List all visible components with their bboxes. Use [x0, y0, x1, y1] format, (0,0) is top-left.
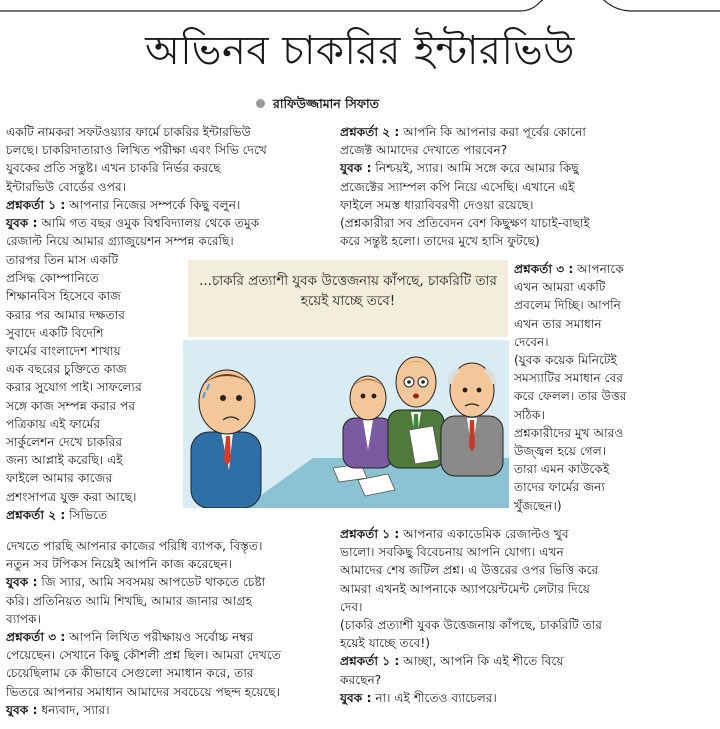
- top-decoration: [0, 0, 720, 22]
- q5-line: প্রশ্নকর্তা ৩ : আপনাকে: [514, 262, 624, 276]
- dialogue-right-narrow: প্রশ্নকর্তা ৩ : আপনাকে এখন আমরা একটি প্রবলেম দিচ্ছি। আপনি এখন তার সমাধান দেবেন। (যুবক কয়েক মিনিটেই সমস্যাটির সমাধান বের করে ফেলল। তার উত্তর সঠিক। প্রশ্নকারীদের মুখ আরও উজ্জ্বল হয়ে গেল। তারা এমন কাউকেই তাদের ফার্মের জন্য খুঁজছেন।): [514, 260, 714, 515]
- a7-line: যুবক : না। এই শীতেও ব্যাচেলর।: [340, 690, 497, 705]
- q3-line: প্রশ্নকর্তা ৩ : আপনি লিখিত পরীক্ষায়ও সর্বোচ্চ নম্বর: [6, 630, 254, 645]
- dialogue-lower-right: প্রশ্নকর্তা ১ : আপনার একাডেমিক রেজাল্টও খুব ভালো। সবকিছু বিবেচনায় আপনি যোগ্য। এখন আমাদের শেষ জটিল প্রশ্ন। এ উত্তরের ওপর ভিত্তি করে আমরা এখনই আপনাকে অ্যাপয়েন্টমেন্ট লেটার দিয়ে দেব। (চাকরি প্রত্যাশী যুবক উত্তেজনায় কাঁপছে, চাকরিটি তার হয়েই যাচ্ছে তবে!) প্রশ্নকর্তা ১ : আচ্ছা, আপনি কি এই শীতে বিয়ে করছেন? যুবক : না। এই শীতেও ব্যাচেলর।: [340, 525, 712, 707]
- pull-quote-box: [188, 260, 508, 337]
- dialogue-upper-right: প্রশ্নকর্তা ২ : আপনি কি আপনার করা পূর্বের কোনো প্রজেক্ট আমাদের দেখাতে পারবেন? যুবক : নিশ্চয়ই, স্যার। আমি সঙ্গে করে আমার কিছু প্রজেক্টের স্যাম্পল কপি নিয়ে এসেছি। এখানে এই ফাইলে সমস্ত ধারাবিবরণী দেওয়া রয়েছে। (প্রশ্নকারীরা সব প্রতিবেদন বেশ কিছুক্ষণ যাচাই-বাছাই করে সন্তুষ্ট হলো। তাদের মুখে হাসি ফুটছে): [340, 123, 712, 250]
- q2-line: প্রশ্নকর্তা ২ : সিভিতে: [6, 507, 108, 522]
- q6-line: প্রশ্নকর্তা ১ : আপনার একাডেমিক রেজাল্টও খুব: [340, 527, 569, 541]
- pull-quote-text: ...চাকরি প্রত্যাশী যুবক উত্তেজনায় কাঁপছে, চাকরিটি তার হয়েই যাচ্ছে তবে!: [199, 273, 497, 309]
- article-title: অভিনব চাকরির ইন্টারভিউ: [145, 28, 575, 74]
- a1-line: যুবক : আমি গত বছর ওমুক বিশ্ববিদ্যালয় থেকে তমুক: [6, 216, 260, 231]
- q7-line: প্রশ্নকর্তা ১ : আচ্ছা, আপনি কি এই শীতে বিয়ে: [340, 654, 564, 669]
- bullet-icon: [256, 99, 265, 108]
- author-name: রাফিউজ্জামান সিফাত: [273, 96, 380, 111]
- intro-paragraph: একটি নামকরা সফটওয়্যার ফার্মে চাকরির ইন্টারভিউ চলছে। চাকরিদাতারাও লিখিত পরীক্ষা এবং সিভি দেখে যুবকের প্রতি সন্তুষ্ট। এখন চাকরি নির্ভর করছে ইন্টারভিউ বোর্ডের ওপর। প্রশ্নকর্তা ১ : আপনার নিজের সম্পর্কে কিছু বলুন। যুবক : আমি গত বছর ওমুক বিশ্ববিদ্যালয় থেকে তমুক রেজাল্ট নিয়ে আমার গ্র্যাজুয়েশন সম্পন্ন করেছি।: [6, 123, 326, 250]
- interview-cartoon-illustration: [183, 340, 509, 508]
- byline: [256, 95, 379, 113]
- dialogue-lower-left: দেখতে পারছি আপনার কাজের পরিধি ব্যাপক, বিস্তৃত। নতুন সব টপিকস নিয়েই আপনি কাজ করেছেন। যুবক : জি স্যার, আমি সবসময় আপডেট থাকতে চেষ্টা করি। প্রতিনিয়ত আমি শিখছি, আমার জানার আগ্রহ ব্যাপক। প্রশ্নকর্তা ৩ : আপনি লিখিত পরীক্ষায়ও সর্বোচ্চ নম্বর পেয়েছেন। সেখানে কিছু কৌশলী প্রশ্ন ছিল। আমরা দেখতে চেয়েছিলাম কে কীভাবে সেগুলো সমাধান করে, তার ভিতরে আপনার সমাধান আমাদের সবচেয়ে পছন্দ হয়েছে। যুবক : ধন্যবাদ, স্যার।: [6, 537, 326, 719]
- q1-line: প্রশ্নকর্তা ১ : আপনার নিজের সম্পর্কে কিছু বলুন।: [6, 197, 241, 212]
- a3-line: যুবক : ধন্যবাদ, স্যার।: [6, 702, 110, 717]
- a2-line: যুবক : জি স্যার, আমি সবসময় আপডেট থাকতে চেষ্টা: [6, 575, 266, 590]
- a4-line: যুবক : নিশ্চয়ই, স্যার। আমি সঙ্গে করে আমার কিছু: [340, 161, 579, 176]
- answer-continued: তারপর তিন মাস একটি প্রসিদ্ধ কোম্পানিতে শিক্ষানবিস হিসেবে কাজ করার পর আমার দক্ষতার সুবাদে একটি বিদেশি ফার্মের বাংলাদেশ শাখায় এক বছরের চুক্তিতে কাজ করার সুযোগ পাই। সাফল্যের সঙ্গে কাজ সম্পন্ন করার পর পত্রিকায় এই ফার্মের সার্কুলেশন দেখে চাকরির জন্য আপ্লাই করেছি। এই ফাইলে আমার কাজের প্রশংসাপত্র যুক্ত করা আছে। প্রশ্নকর্তা ২ : সিভিতে: [6, 251, 174, 524]
- q4-line: প্রশ্নকর্তা ২ : আপনি কি আপনার করা পূর্বের কোনো: [340, 125, 586, 139]
